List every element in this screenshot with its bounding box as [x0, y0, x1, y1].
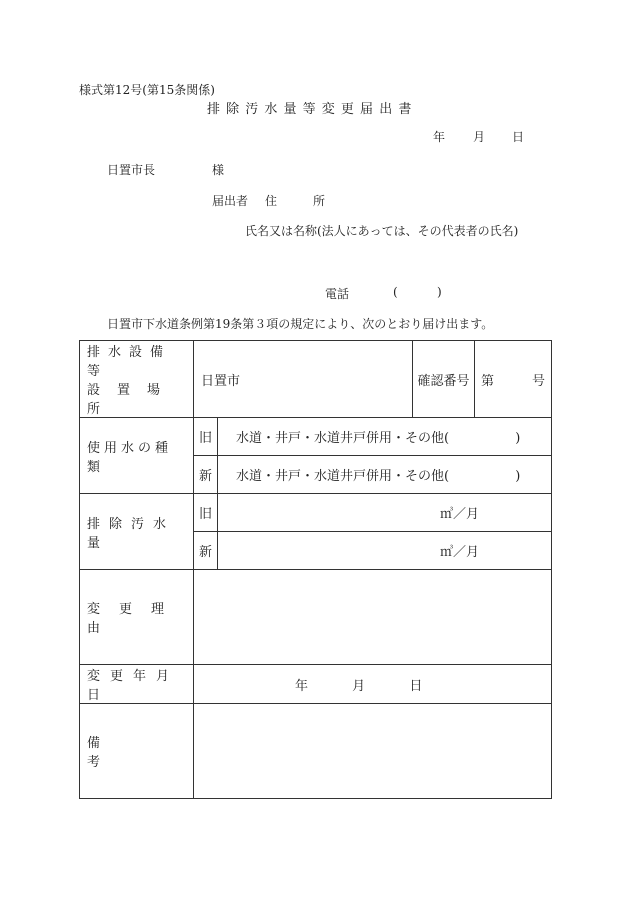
volume-old-row — [80, 494, 552, 532]
confirm-prefix: 第 — [481, 373, 495, 389]
volume-old-label — [194, 494, 218, 532]
location-row — [80, 341, 552, 418]
address-label: 住 所 — [265, 194, 326, 208]
volume-new-label — [194, 532, 218, 570]
confirm-suffix: 号 — [532, 373, 546, 389]
remarks-value-cell[interactable] — [194, 704, 552, 799]
reason-label-cell — [80, 570, 194, 665]
addressee-honorific: 様 — [212, 163, 225, 177]
change-date-label: 変更年月日 — [87, 669, 180, 703]
volume-label: 排除汚水量 — [87, 516, 176, 551]
water-type-old-options[interactable] — [218, 418, 552, 456]
change-date-day: 日 — [409, 678, 423, 694]
water-type-old-label — [194, 418, 218, 456]
reason-value-cell[interactable] — [194, 570, 552, 665]
applicant-label: 届出者 — [212, 194, 249, 208]
change-date-label-cell — [80, 665, 194, 704]
location-label-line1-wrap — [87, 341, 186, 379]
water-type-old-row — [80, 418, 552, 456]
volume-unit-old: ㎥／月 — [440, 507, 480, 522]
change-date-month: 月 — [352, 678, 366, 694]
phone-paren-open: ( — [393, 285, 398, 299]
change-date-row — [80, 665, 552, 704]
statement: 日置市下水道条例第19条第３項の規定により、次のとおり届け出ます。 — [107, 317, 494, 331]
phone-paren-close: ) — [437, 285, 442, 299]
location-label-line2-wrap — [87, 379, 186, 417]
confirm-number-cell[interactable] — [475, 341, 552, 418]
water-type-new-label — [194, 456, 218, 494]
date-day-label: 日 — [512, 130, 525, 144]
water-options-old: 水道・井戸・水道井戸併用・その他( — [236, 431, 450, 446]
change-date-value-cell[interactable] — [194, 665, 552, 704]
date-month-label: 月 — [473, 130, 486, 144]
location-value-cell[interactable] — [194, 341, 413, 418]
addressee-name: 日置市長 — [107, 163, 156, 177]
remarks-row — [80, 704, 552, 799]
confirm-label-cell — [413, 341, 475, 418]
old-label: 旧 — [198, 507, 212, 522]
change-date-year: 年 — [295, 678, 309, 694]
name-label: 氏名又は名称(法人にあっては、その代表者の氏名) — [245, 224, 519, 238]
remarks-label-cell — [80, 704, 194, 799]
volume-old-value-cell[interactable] — [218, 494, 552, 532]
date-year-label: 年 — [433, 130, 446, 144]
location-value: 日置市 — [201, 373, 241, 389]
form-number: 様式第12号(第15条関係) — [79, 83, 215, 97]
volume-unit-new: ㎥／月 — [440, 545, 480, 560]
confirm-label: 確認番号 — [417, 373, 470, 389]
location-label-line2: 設置場所 — [87, 383, 178, 417]
confirm-number-wrap — [481, 370, 545, 389]
volume-label-cell — [80, 494, 194, 570]
document-title: 排 除 汚 水 量 等 変 更 届 出 書 — [207, 102, 413, 117]
form-table — [79, 340, 552, 799]
reason-row — [80, 570, 552, 665]
water-options-new: 水道・井戸・水道井戸併用・その他( — [236, 469, 450, 484]
location-label-line1: 排水設備等 — [87, 345, 172, 379]
location-label-cell — [80, 341, 194, 418]
old-label: 旧 — [198, 431, 212, 446]
new-label: 新 — [198, 469, 212, 484]
water-type-label: 使用水の種類 — [87, 440, 173, 475]
phone-label: 電話 — [325, 287, 350, 301]
water-close-new: ) — [515, 469, 521, 484]
reason-label: 変更理由 — [87, 602, 184, 636]
remarks-label: 備考 — [87, 736, 171, 770]
water-type-new-options[interactable] — [218, 456, 552, 494]
volume-new-value-cell[interactable] — [218, 532, 552, 570]
water-close-old: ) — [515, 431, 521, 446]
water-type-label-cell — [80, 418, 194, 494]
new-label: 新 — [198, 545, 212, 560]
